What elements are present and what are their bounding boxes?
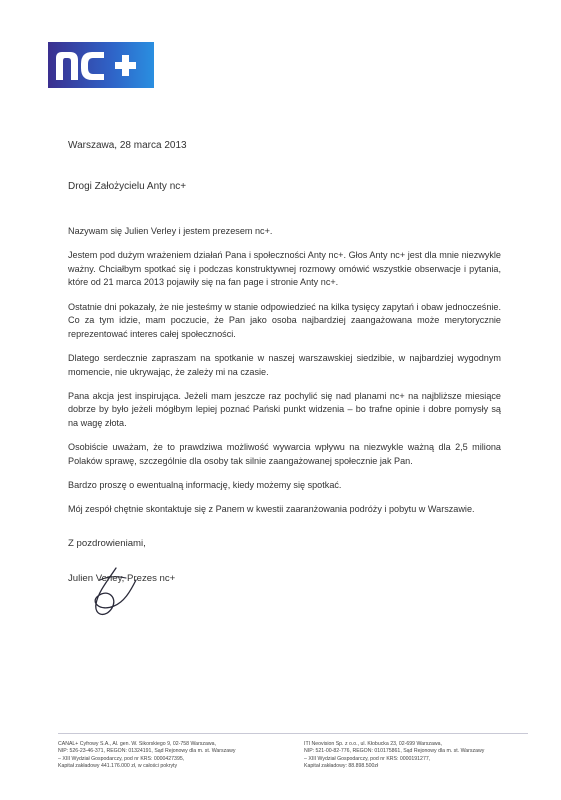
footer-company-right [304, 741, 524, 771]
paragraph: Mój zespół chętnie skontaktuje się z Panem w kwestii zaaranżowania podróży i pobytu w Warszawie. [68, 504, 475, 515]
footer-line: CANAL+ Cyfrowy S.A., Al. gen. W. Sikorskiego 9, 02-758 Warszawa, [58, 741, 216, 747]
footer-line: – XIII Wydział Gospodarczy, pod nr KRS: 0000427395, [58, 755, 185, 762]
footer-line: ITI Neovision Sp. z o.o., ul. Kłobucka 23, 02-699 Warszawa, [304, 741, 442, 747]
salutation: Drogi Założycielu Anty nc+ [68, 181, 187, 192]
paragraph: Jestem pod dużym wrażeniem działań Pana i społeczności Anty nc+. Głos Anty nc+ jest dla mnie niezwykle ważny. Chciałbym spotkać się i podczas konstruktywnej rozmowy omówić wszystkie obserwacje i pytania, które od 21 marca 2013 pojawiły się na fan page i stronie Anty nc+. [68, 250, 501, 288]
footer-line: Kapitał zakładowy: 88.898.500zł [304, 763, 379, 770]
paragraph: Osobiście uważam, że to prawdziwa możliwość wywarcia wpływu na niezwykle ważną dla 2,5 miliona Polaków sprawę, szczególnie dla osoby tak silnie zaangażowanej społecznie jak Pan. [68, 442, 501, 466]
letter-body [68, 225, 501, 527]
paragraph: Dlatego serdecznie zapraszam na spotkanie w naszej warszawskiej siedzibie, w najbardziej wygodnym momencie, nie ukrywając, że zależy mi na czasie. [68, 352, 501, 377]
signature-name-title: Julien Verley, Prezes nc+ [68, 573, 176, 584]
paragraph: Pana akcja jest inspirująca. Jeżeli mam jeszcze raz pochylić się nad planami nc+ na najbliższe miesiące dobrze by było jeżeli mógłbym lepiej poznać Pański punkt widzenia – bo trafne opinie i dobre pomysły są na wagę złota. [68, 390, 501, 428]
footer-line: NIP: 526-23-46-371, REGON: 01324191, Sąd Rejonowy dla m. st. Warszawy [58, 748, 236, 755]
paragraph: Bardzo proszę o ewentualną informację, kiedy możemy się spotkać. [68, 479, 342, 490]
footer-company-left [58, 741, 278, 771]
paragraph: Nazywam się Julien Verley i jestem prezesem nc+. [68, 226, 273, 236]
paragraph: Ostatnie dni pokazały, że nie jesteśmy w stanie odpowiedzieć na kilka tysięcy zapytań i obaw jednocześnie. Co za tym idzie, mam poczucie, że Pan jako osoba najbardziej zaangażowana może merytorycznie reprezentować interes całej społeczności. [68, 301, 501, 339]
nc-plus-logo [48, 42, 154, 88]
nc-plus-logo-mark [48, 42, 154, 88]
footer-line: NIP: 521-00-82-776, REGON: 010175861, Sąd Rejonowy dla m. st. Warszawy [304, 748, 485, 755]
footer-divider [58, 733, 528, 734]
footer-line: – XIII Wydział Gospodarczy, pod nr KRS: 0000191277, [304, 755, 431, 762]
footer-line: Kapitał zakładowy 441.176.000 zł, w całości pokryty [58, 763, 178, 770]
closing: Z pozdrowieniami, [68, 538, 146, 549]
place-date: Warszawa, 28 marca 2013 [68, 140, 187, 151]
